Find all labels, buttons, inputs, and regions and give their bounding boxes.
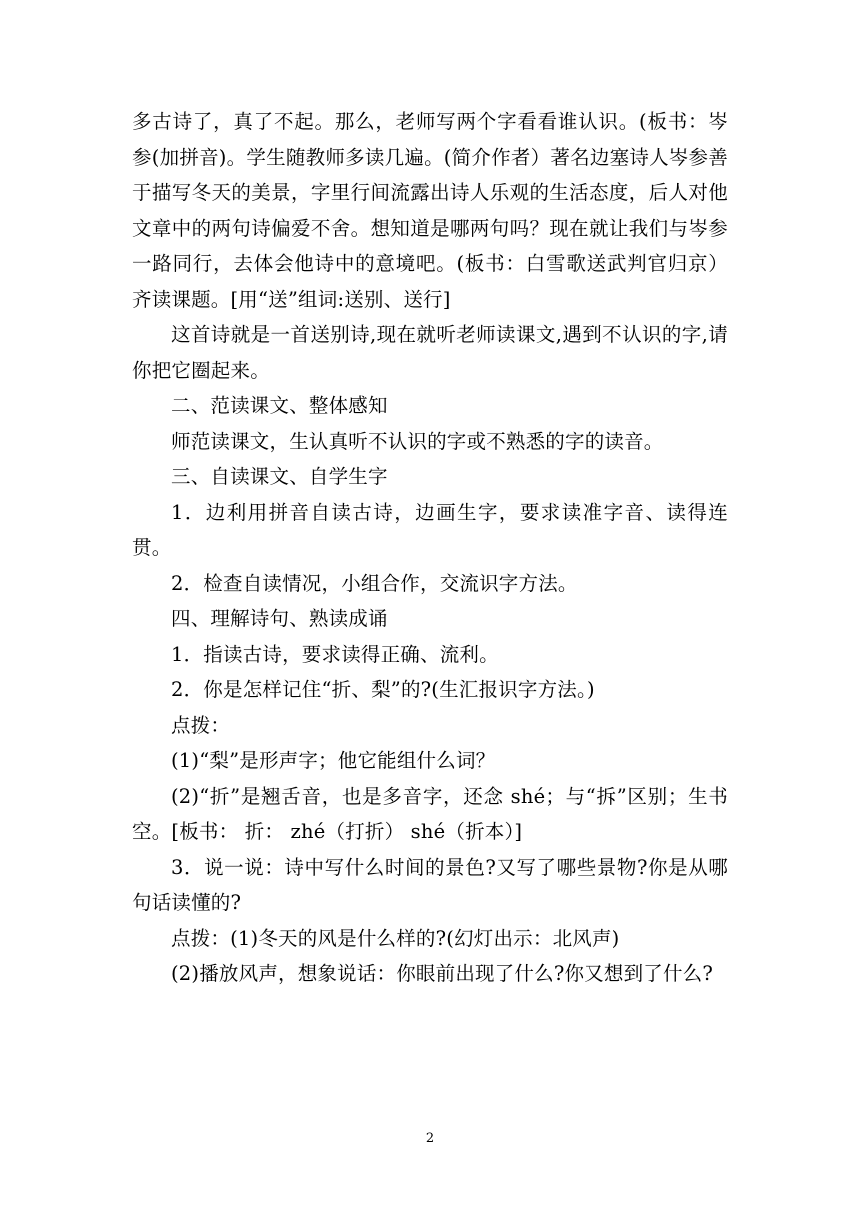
paragraph-guidance-2: (2)“折”是翘舌音，也是多音字，还念 shé；与“拆”区别；生书空。[板书： 折： zhé（打折） shé（折本）] bbox=[132, 784, 728, 843]
list-item-understanding-2: 2．你是怎样记住“折、梨”的?(生汇报识字方法。) bbox=[171, 678, 595, 701]
paragraph-guidance-sound: (2)播放风声，想象说话：你眼前出现了什么?你又想到了什么? bbox=[171, 962, 714, 985]
list-item-understanding-1: 1．指读古诗，要求读得正确、流利。 bbox=[171, 642, 499, 666]
section-heading-understanding: 四、理解诗句、熟读成诵 bbox=[171, 607, 388, 630]
list-item-understanding-3: 3．说一说：诗中写什么时间的景色?又写了哪些景物?你是从哪句话读懂的? bbox=[132, 855, 728, 914]
page-body bbox=[132, 104, 728, 992]
list-item-self-study-2: 2．检查自读情况，小组合作，交流识字方法。 bbox=[171, 571, 578, 595]
section-heading-self-study: 三、自读课文、自学生字 bbox=[171, 465, 388, 488]
paragraph-guidance-wind: 点拨：(1)冬天的风是什么样的?(幻灯出示：北风声) bbox=[171, 926, 620, 950]
paragraph-guidance-label: 点拨： bbox=[171, 713, 231, 737]
list-item-self-study-1: 1．边利用拼音自读古诗，边画生字，要求读准字音、读得连贯。 bbox=[132, 500, 728, 559]
paragraph-guidance-1: (1)“梨”是形声字；他它能组什么词？ bbox=[171, 749, 496, 772]
paragraph-model-reading: 师范读课文，生认真听不认识的字或不熟悉的字的读音。 bbox=[171, 429, 664, 453]
section-heading-model-reading: 二、范读课文、整体感知 bbox=[171, 394, 388, 417]
paragraph-farewell-poem: 这首诗就是一首送别诗,现在就听老师读课文,遇到不认识的字,请你把它圈起来。 bbox=[132, 323, 728, 382]
paragraph-intro-continued: 多古诗了，真了不起。那么，老师写两个字看看谁认识。(板书：岑参(加拼音)。学生随教师多读几遍。(简介作者）著名边塞诗人岑参善于描写冬天的美景，字里行间流露出诗人乐观的生活态度，后人对他文章中的两句诗偏爱不舍。想知道是哪两句吗？现在就让我们与岑参一路同行，去体会他诗中的意境吧。(板书：白雪歌送武判官归京）齐读课题。[用“送”组词:送别、送行] bbox=[132, 110, 728, 311]
page-number: 2 bbox=[425, 1131, 435, 1146]
